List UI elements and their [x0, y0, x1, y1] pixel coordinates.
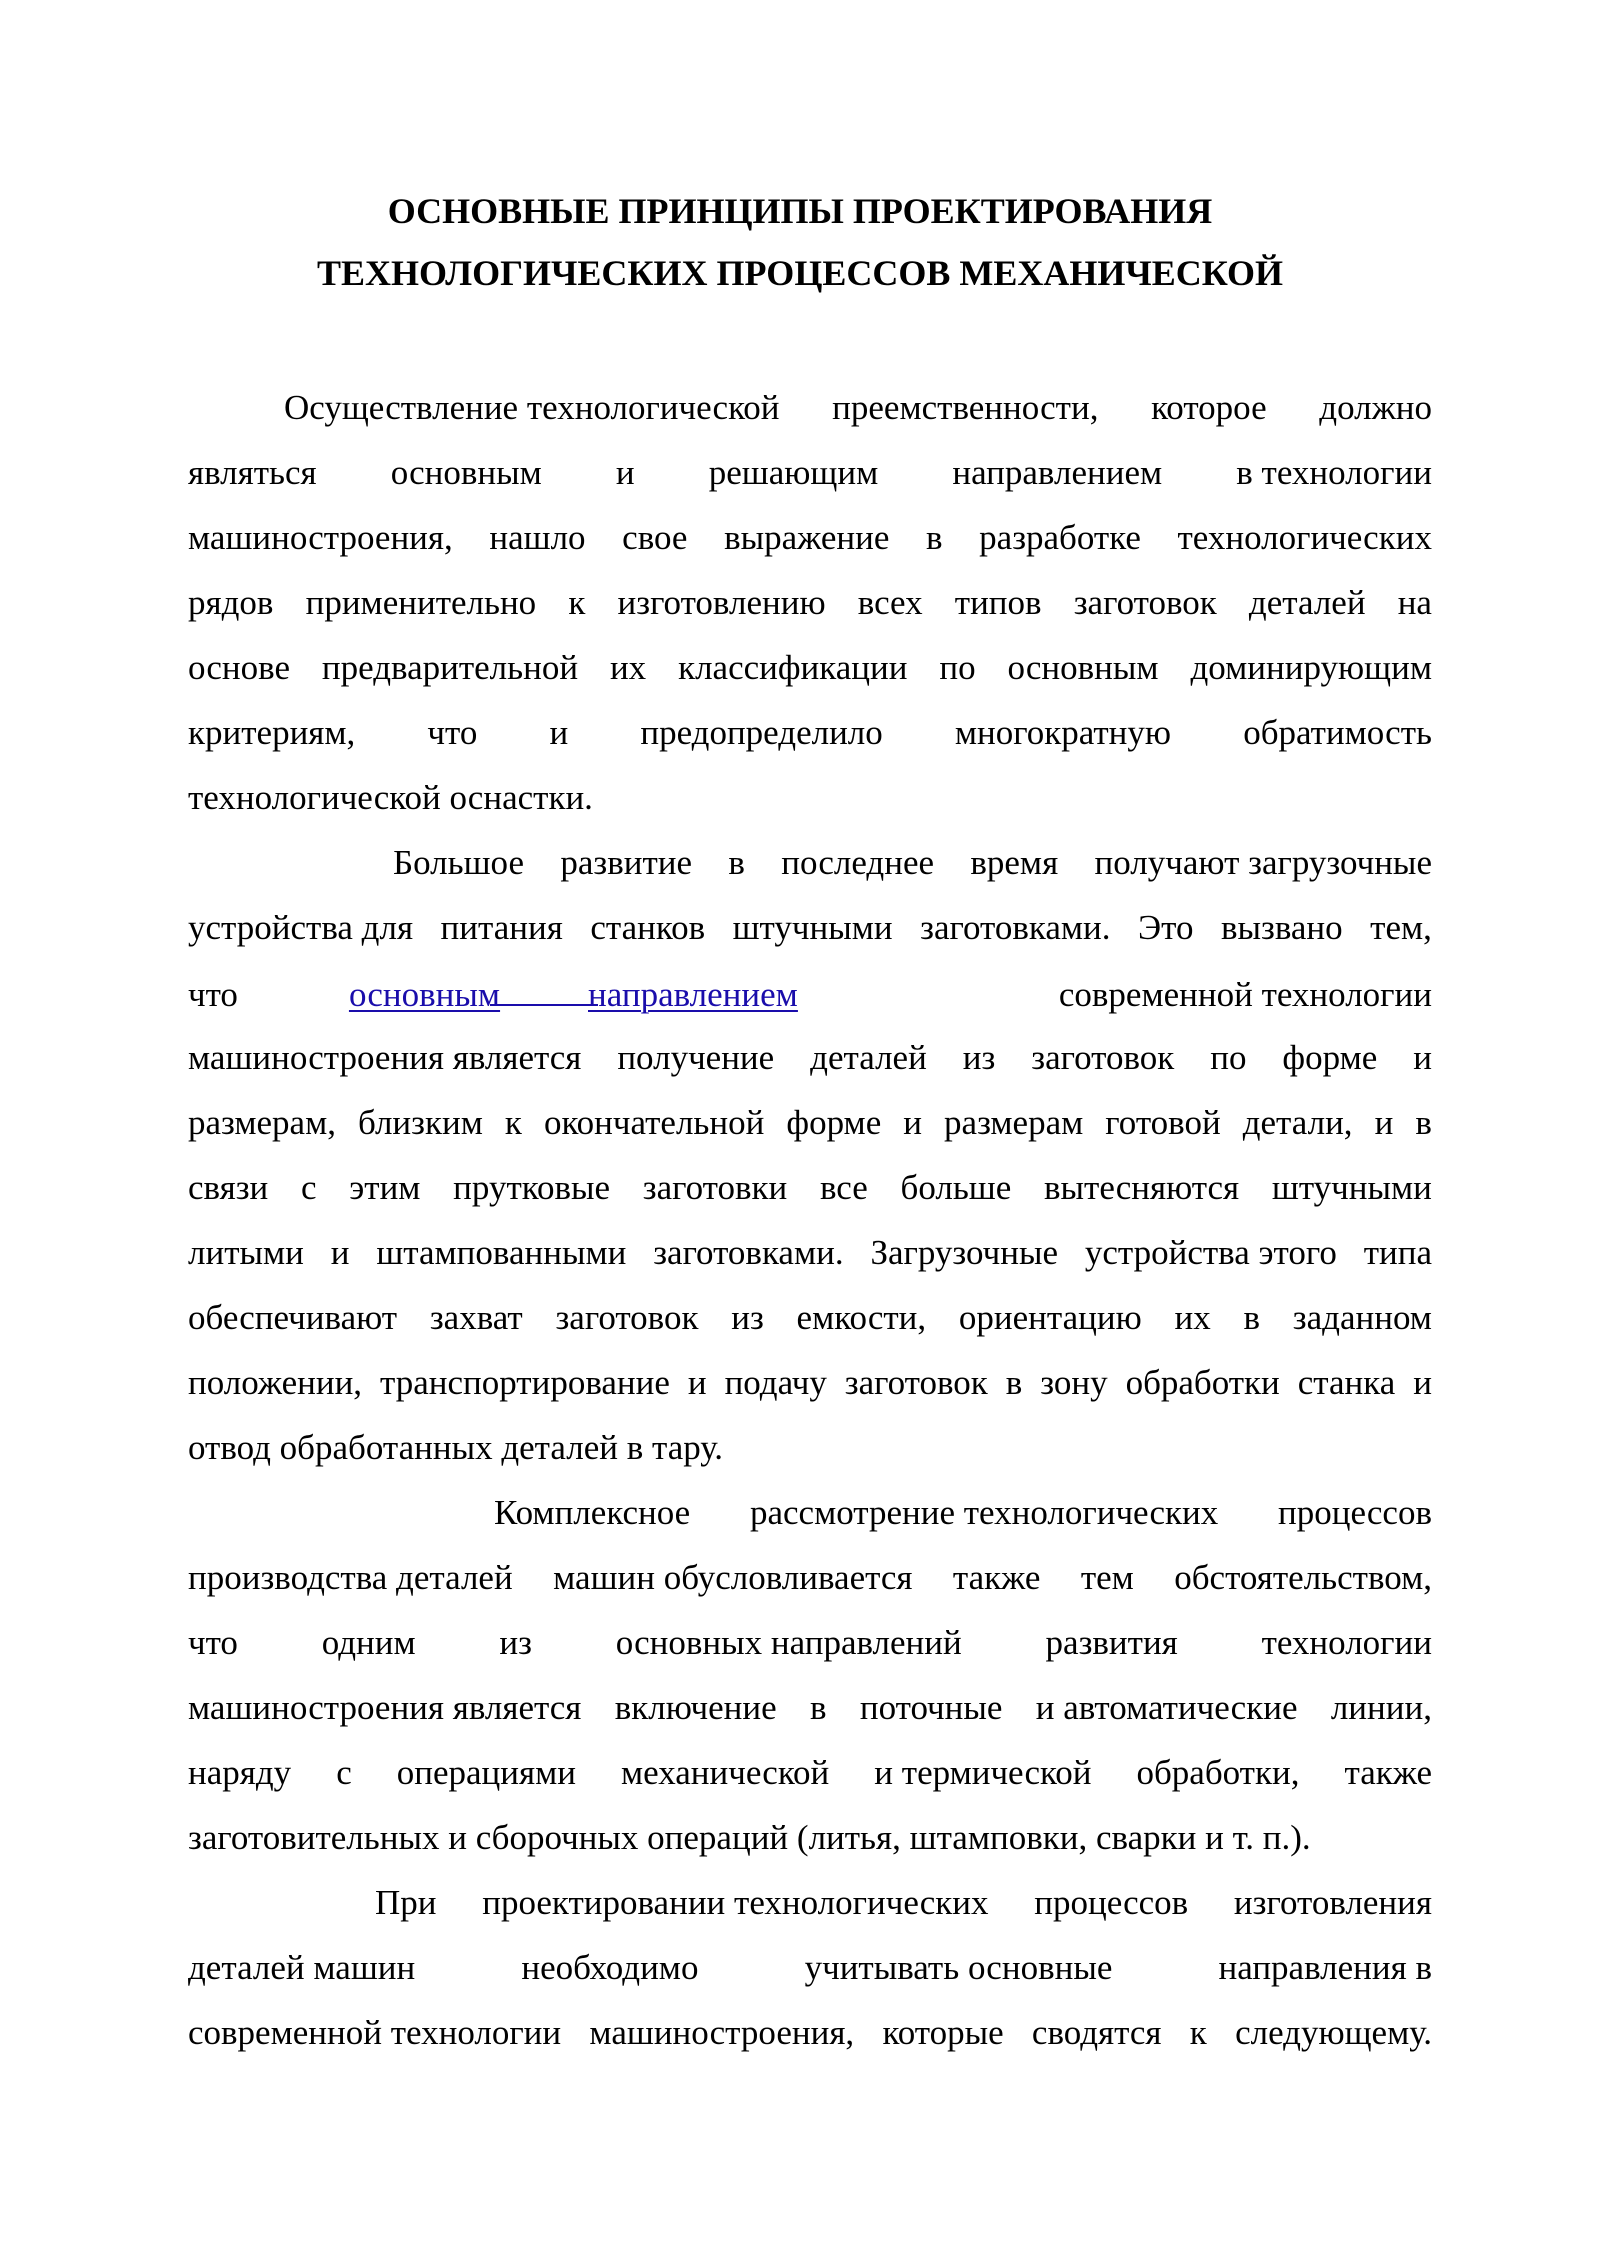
word: заготовками. [653, 1233, 844, 1272]
word: и [549, 713, 569, 752]
word: больше [900, 1168, 1012, 1207]
word: в [1005, 1363, 1023, 1402]
word: необходимо [521, 1948, 699, 1987]
word: заготовок [844, 1363, 988, 1402]
word: операциями [396, 1753, 576, 1792]
word: что [188, 1623, 238, 1662]
word: емкости, [796, 1298, 927, 1337]
word: и [687, 1363, 707, 1402]
word: Осуществление технологической [284, 388, 780, 427]
word: положении, [188, 1363, 363, 1402]
word: штучными [1271, 1168, 1432, 1207]
word: захват [429, 1298, 523, 1337]
word: должно [1319, 388, 1432, 427]
paragraph-line [188, 515, 1432, 561]
word: развитие [560, 843, 693, 882]
word: их [609, 648, 647, 687]
word: всех [857, 583, 923, 622]
word: этим [349, 1168, 421, 1207]
word: машиностроения является [188, 1038, 582, 1077]
word: с [300, 1168, 317, 1207]
word: Это [1138, 908, 1194, 947]
link-word-1[interactable]: основным [348, 975, 501, 1014]
word: проектировании технологических [482, 1883, 989, 1922]
word: форме [786, 1103, 882, 1142]
word: наряду [188, 1753, 292, 1792]
word: обработки, [1136, 1753, 1300, 1792]
word: производства деталей [188, 1558, 513, 1597]
paragraph-line [494, 1490, 1432, 1536]
word: их [1174, 1298, 1211, 1337]
word: ориентацию [958, 1298, 1142, 1337]
word: что [427, 713, 478, 752]
link-word-2[interactable]: направлением [588, 975, 798, 1014]
word: заготовок [1031, 1038, 1175, 1077]
word: преемственности, [832, 388, 1099, 427]
word: заготовками. [920, 908, 1111, 947]
word: машиностроения является [188, 1688, 582, 1727]
paragraph-line [188, 905, 1432, 951]
word: связи [188, 1168, 269, 1207]
word: и [1413, 1038, 1432, 1077]
word: Загрузочные [870, 1233, 1058, 1272]
word: из [499, 1623, 532, 1662]
link-underline-gap[interactable] [490, 970, 598, 1006]
word: основным [1007, 648, 1159, 687]
word: тем [1080, 1558, 1134, 1597]
word: основным [390, 453, 542, 492]
word: тем, [1370, 908, 1432, 947]
word: технологических [1177, 518, 1432, 557]
paragraph-line [375, 1880, 1432, 1926]
word: процессов [1034, 1883, 1189, 1922]
paragraph-line [188, 1035, 1432, 1081]
word: рассмотрение технологических [749, 1493, 1219, 1532]
word: свое [622, 518, 688, 557]
word: которое [1151, 388, 1267, 427]
word: обстоятельством, [1174, 1558, 1432, 1597]
word: доминирующим [1190, 648, 1432, 687]
word: вызвано [1220, 908, 1343, 947]
word: в [1415, 1103, 1432, 1142]
inline-link[interactable] [349, 970, 798, 1018]
word: в [728, 843, 745, 882]
word: включение [614, 1688, 777, 1727]
word: из [731, 1298, 764, 1337]
word: заготовительных и сборочных операций (литья, штамповки, сварки и т. п.). [188, 1818, 1311, 1857]
word: заготовки [642, 1168, 788, 1207]
word: типа [1363, 1233, 1432, 1272]
word: вытесняются [1044, 1168, 1240, 1207]
word: одним [321, 1623, 416, 1662]
word: изготовления [1233, 1883, 1432, 1922]
word: критериям, [188, 713, 356, 752]
word: транспортирование [380, 1363, 670, 1402]
paragraph-line [188, 970, 1432, 1016]
word: станков [590, 908, 706, 947]
word: прутковые [453, 1168, 611, 1207]
word: и термической [874, 1753, 1092, 1792]
word: современной технологии [1058, 975, 1432, 1014]
word: следующему. [1235, 2013, 1432, 2052]
word: в [926, 518, 943, 557]
word: машиностроения, [188, 518, 453, 557]
word: готовой [1105, 1103, 1221, 1142]
word: Большое [393, 843, 524, 882]
word: к [504, 1103, 522, 1142]
word: линии, [1330, 1688, 1432, 1727]
word: по [1210, 1038, 1247, 1077]
word: также [952, 1558, 1041, 1597]
word: заданном [1292, 1298, 1432, 1337]
paragraph-line [188, 645, 1432, 691]
word: машиностроения, [589, 2013, 855, 2052]
paragraph-line [188, 710, 1432, 756]
word: которые [882, 2013, 1004, 2052]
word: технологии [1261, 1623, 1432, 1662]
word: выражение [724, 518, 890, 557]
word: в [809, 1688, 827, 1727]
document-title-line-2: ТЕХНОЛОГИЧЕСКИХ ПРОЦЕССОВ МЕХАНИЧЕСКОЙ [317, 253, 1283, 293]
word: сводятся [1031, 2013, 1162, 2052]
word: и [1413, 1363, 1432, 1402]
word: близким [358, 1103, 483, 1142]
word: технологической оснастки. [188, 778, 593, 817]
word: типов [954, 583, 1042, 622]
word: направления в [1218, 1948, 1432, 1987]
word: предварительной [321, 648, 579, 687]
word: применительно [305, 583, 537, 622]
word: заготовок [555, 1298, 699, 1337]
word: При [375, 1883, 437, 1922]
word: из [962, 1038, 996, 1077]
word: и [903, 1103, 922, 1142]
word: последнее [781, 843, 935, 882]
word: окончательной [543, 1103, 765, 1142]
word: многократную [954, 713, 1172, 752]
word: литыми [188, 1233, 304, 1272]
word: поточные [859, 1688, 1003, 1727]
paragraph-line [188, 1750, 1432, 1796]
word: детали, [1242, 1103, 1353, 1142]
paragraph-line [188, 1230, 1432, 1276]
word: к [1189, 2013, 1207, 2052]
word: учитывать основные [804, 1948, 1113, 1987]
word: изготовлению [617, 583, 826, 622]
paragraph-line [284, 385, 1432, 431]
word: и [615, 453, 635, 492]
word: обработки [1125, 1363, 1280, 1402]
paragraph-line [188, 1425, 1432, 1471]
word: заготовок [1073, 583, 1217, 622]
word: время [970, 843, 1059, 882]
word: в [1243, 1298, 1261, 1337]
word: деталей [810, 1038, 927, 1077]
word: машин обусловливается [553, 1558, 913, 1597]
word: классификации [678, 648, 908, 687]
word: к [568, 583, 586, 622]
paragraph-line [188, 775, 1432, 821]
word: обеспечивают [188, 1298, 398, 1337]
paragraph-line [188, 1945, 1432, 1991]
word: размерам [944, 1103, 1084, 1142]
paragraph-line [188, 1100, 1432, 1146]
word: питания [440, 908, 563, 947]
word: на [1397, 583, 1432, 622]
word: основных направлений [615, 1623, 962, 1662]
word: отвод обработанных деталей в тару. [188, 1428, 724, 1467]
word: в технологии [1236, 453, 1432, 492]
word: устройства этого [1084, 1233, 1337, 1272]
word: зону [1040, 1363, 1108, 1402]
word: также [1344, 1753, 1432, 1792]
paragraph-line [393, 840, 1432, 886]
paragraph-line [188, 580, 1432, 626]
paragraph-line [188, 1555, 1432, 1601]
word: процессов [1278, 1493, 1432, 1532]
word: что [188, 975, 238, 1014]
paragraph-line [188, 1360, 1432, 1406]
paragraph-line [188, 450, 1432, 496]
word: разработке [979, 518, 1141, 557]
word: направлением [952, 453, 1163, 492]
word: устройства для [188, 908, 414, 947]
word: решающим [708, 453, 879, 492]
word: подачу [724, 1363, 827, 1402]
word: штучными [732, 908, 893, 947]
paragraph-line [188, 1815, 1432, 1861]
word: станка [1297, 1363, 1396, 1402]
word: деталей [1248, 583, 1366, 622]
word: все [819, 1168, 868, 1207]
word: штампованными [376, 1233, 627, 1272]
word: механической [621, 1753, 830, 1792]
word: получают загрузочные [1094, 843, 1432, 882]
word: Комплексное [494, 1493, 691, 1532]
word: по [939, 648, 976, 687]
paragraph-line [188, 2010, 1432, 2056]
word: основе [188, 648, 290, 687]
paragraph-line [188, 1295, 1432, 1341]
word: размерам, [188, 1103, 336, 1142]
word: деталей машин [188, 1948, 416, 1987]
word: и автоматические [1035, 1688, 1298, 1727]
word: развития [1045, 1623, 1178, 1662]
word: нашло [489, 518, 586, 557]
word: предопределило [640, 713, 883, 752]
paragraph-line [188, 1685, 1432, 1731]
word: являться [188, 453, 317, 492]
word: обратимость [1243, 713, 1432, 752]
word: и [330, 1233, 350, 1272]
document-title-line-1: ОСНОВНЫЕ ПРИНЦИПЫ ПРОЕКТИРОВАНИЯ [387, 191, 1213, 231]
word: и [1374, 1103, 1394, 1142]
word: форме [1282, 1038, 1378, 1077]
paragraph-line [188, 1165, 1432, 1211]
word: с [336, 1753, 352, 1792]
word: рядов [188, 583, 274, 622]
word: современной технологии [188, 2013, 562, 2052]
word: получение [617, 1038, 775, 1077]
paragraph-line [188, 1620, 1432, 1666]
